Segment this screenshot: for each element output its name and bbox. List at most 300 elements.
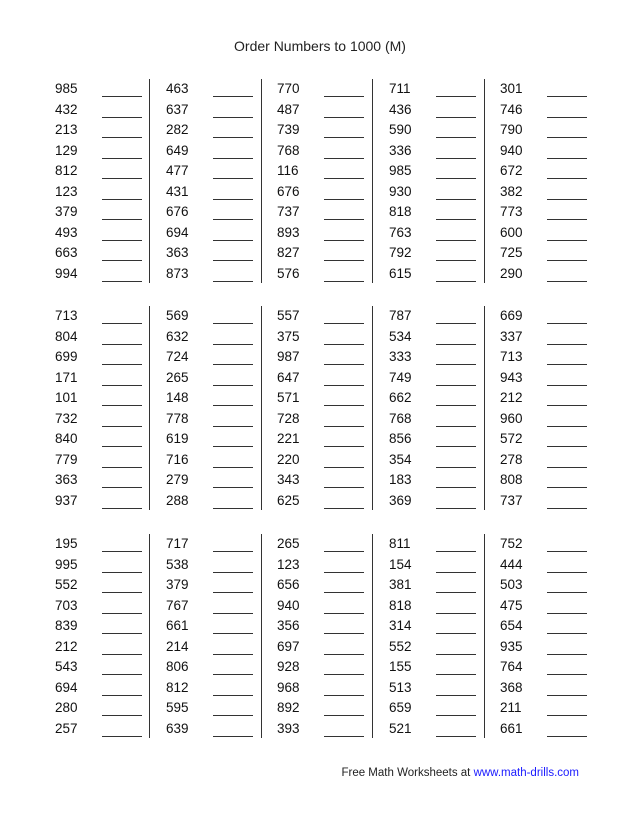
answer-blank[interactable] [102,323,142,324]
problem-row [166,161,266,182]
number-value: 381 [389,577,412,592]
answer-blank[interactable] [436,158,476,159]
answer-blank[interactable] [547,344,587,345]
answer-blank[interactable] [436,240,476,241]
number-value: 265 [166,369,189,385]
answer-blank[interactable] [436,551,476,552]
answer-blank[interactable] [436,715,476,716]
answer-blank[interactable] [324,592,364,593]
answer-blank[interactable] [436,426,476,427]
problem-row [277,306,377,327]
problem-row [389,657,489,678]
problem-row [55,243,155,264]
answer-blank[interactable] [213,96,253,97]
answer-blank[interactable] [213,385,253,386]
number-value: 806 [166,659,189,674]
problem-row [500,368,600,389]
problem-row [389,470,489,491]
problem-row [277,678,377,699]
answer-blank[interactable] [102,446,142,447]
answer-blank[interactable] [324,178,364,179]
problem-row [166,429,266,450]
answer-blank[interactable] [324,240,364,241]
number-value: 654 [500,618,523,633]
answer-blank[interactable] [213,613,253,614]
answer-blank[interactable] [547,178,587,179]
answer-blank[interactable] [102,715,142,716]
answer-blank[interactable] [436,219,476,220]
problem-column [55,534,155,739]
problem-row [500,534,600,555]
answer-blank[interactable] [547,405,587,406]
answer-blank[interactable] [436,467,476,468]
number-value: 770 [277,81,300,96]
answer-blank[interactable] [102,695,142,696]
answer-blank[interactable] [547,674,587,675]
problem-row [166,555,266,576]
number-value: 669 [500,308,523,323]
number-value: 811 [389,536,411,551]
answer-blank[interactable] [324,117,364,118]
answer-blank[interactable] [547,654,587,655]
number-value: 694 [55,679,78,695]
answer-blank[interactable] [324,695,364,696]
problem-row [55,491,155,512]
problem-row [389,678,489,699]
answer-blank[interactable] [213,364,253,365]
answer-blank[interactable] [324,158,364,159]
answer-blank[interactable] [102,487,142,488]
answer-blank[interactable] [547,715,587,716]
number-value: 171 [55,369,78,385]
answer-blank[interactable] [324,364,364,365]
answer-blank[interactable] [324,199,364,200]
answer-blank[interactable] [436,487,476,488]
problem-row [500,616,600,637]
problem-row [389,306,489,327]
answer-blank[interactable] [102,674,142,675]
answer-blank[interactable] [436,592,476,593]
answer-blank[interactable] [547,736,587,737]
answer-blank[interactable] [547,467,587,468]
problem-row [389,616,489,637]
problem-row [500,306,600,327]
answer-blank[interactable] [102,219,142,220]
answer-blank[interactable] [324,674,364,675]
answer-blank[interactable] [547,446,587,447]
answer-blank[interactable] [436,137,476,138]
number-value: 572 [500,431,523,446]
problem-row [277,596,377,617]
answer-blank[interactable] [213,344,253,345]
column-divider [484,534,485,738]
answer-blank[interactable] [102,508,142,509]
column-divider [261,306,262,510]
answer-blank[interactable] [324,487,364,488]
problem-column [277,79,377,284]
number-value: 987 [277,349,300,364]
answer-blank[interactable] [102,178,142,179]
problem-row [55,161,155,182]
answer-blank[interactable] [213,736,253,737]
answer-blank[interactable] [547,137,587,138]
page-title: Order Numbers to 1000 (M) [234,38,406,54]
answer-blank[interactable] [213,137,253,138]
problem-row [277,409,377,430]
answer-blank[interactable] [324,385,364,386]
answer-blank[interactable] [324,715,364,716]
answer-blank[interactable] [547,364,587,365]
problem-column [389,534,489,739]
answer-blank[interactable] [213,592,253,593]
answer-blank[interactable] [547,592,587,593]
number-value: 211 [500,700,522,715]
answer-blank[interactable] [102,137,142,138]
answer-blank[interactable] [547,260,587,261]
answer-blank[interactable] [436,260,476,261]
number-value: 595 [166,700,189,715]
column-divider [372,79,373,283]
answer-blank[interactable] [324,633,364,634]
number-value: 663 [55,245,78,260]
answer-blank[interactable] [102,364,142,365]
problem-row [500,596,600,617]
number-value: 994 [55,265,78,281]
number-value: 513 [389,679,412,695]
number-value: 792 [389,245,412,260]
answer-blank[interactable] [547,508,587,509]
answer-blank[interactable] [102,654,142,655]
answer-blank[interactable] [102,158,142,159]
problem-row [55,182,155,203]
number-value: 778 [166,410,189,426]
answer-blank[interactable] [547,281,587,282]
problem-row [55,347,155,368]
problem-row [500,409,600,430]
number-value: 787 [389,308,412,323]
number-value: 637 [166,101,189,117]
answer-blank[interactable] [102,281,142,282]
answer-blank[interactable] [102,736,142,737]
answer-blank[interactable] [213,467,253,468]
column-divider [484,306,485,510]
answer-blank[interactable] [213,281,253,282]
number-value: 475 [500,597,523,613]
problem-row [55,306,155,327]
problem-row [55,678,155,699]
answer-blank[interactable] [213,178,253,179]
answer-blank[interactable] [324,508,364,509]
number-value: 369 [389,492,412,508]
answer-blank[interactable] [324,736,364,737]
number-value: 725 [500,245,523,260]
answer-blank[interactable] [436,613,476,614]
problem-block [45,79,605,283]
problem-row [166,100,266,121]
problem-row [500,388,600,409]
problem-row [277,141,377,162]
number-value: 154 [389,556,412,572]
answer-blank[interactable] [102,426,142,427]
answer-blank[interactable] [213,695,253,696]
answer-blank[interactable] [213,715,253,716]
answer-blank[interactable] [436,364,476,365]
answer-blank[interactable] [213,240,253,241]
answer-blank[interactable] [102,551,142,552]
problem-row [55,327,155,348]
problem-block [45,306,605,510]
problem-row [277,182,377,203]
problem-row [277,575,377,596]
number-value: 195 [55,536,78,551]
problem-row [166,120,266,141]
answer-blank[interactable] [102,405,142,406]
answer-blank[interactable] [547,426,587,427]
number-value: 257 [55,720,78,736]
footer-link[interactable]: www.math-drills.com [473,767,579,779]
problem-column [389,79,489,284]
answer-blank[interactable] [324,551,364,552]
answer-blank[interactable] [213,654,253,655]
column-divider [372,306,373,510]
answer-blank[interactable] [436,508,476,509]
number-value: 220 [277,451,300,467]
answer-blank[interactable] [324,260,364,261]
problem-row [500,555,600,576]
number-value: 737 [500,492,523,508]
answer-blank[interactable] [436,633,476,634]
answer-blank[interactable] [324,219,364,220]
number-value: 632 [166,328,189,344]
answer-blank[interactable] [213,219,253,220]
answer-blank[interactable] [436,674,476,675]
problem-row [500,327,600,348]
problem-row [389,79,489,100]
number-value: 436 [389,101,412,117]
number-value: 212 [500,390,523,405]
answer-blank[interactable] [547,199,587,200]
number-value: 713 [500,349,523,364]
number-value: 752 [500,536,523,551]
number-value: 552 [389,638,412,654]
answer-blank[interactable] [436,405,476,406]
answer-blank[interactable] [102,572,142,573]
answer-blank[interactable] [213,487,253,488]
answer-blank[interactable] [324,467,364,468]
problem-row [500,202,600,223]
problem-row [277,223,377,244]
problem-row [277,202,377,223]
number-value: 661 [166,618,189,633]
answer-blank[interactable] [324,426,364,427]
number-value: 699 [55,349,78,364]
problem-row [55,202,155,223]
answer-blank[interactable] [547,633,587,634]
number-value: 995 [55,556,78,572]
number-value: 768 [277,142,300,158]
answer-blank[interactable] [102,613,142,614]
answer-blank[interactable] [213,572,253,573]
answer-blank[interactable] [213,117,253,118]
answer-blank[interactable] [547,572,587,573]
number-value: 393 [277,720,300,736]
answer-blank[interactable] [436,695,476,696]
number-value: 728 [277,410,300,426]
answer-blank[interactable] [102,199,142,200]
answer-blank[interactable] [547,117,587,118]
answer-blank[interactable] [102,467,142,468]
answer-blank[interactable] [213,446,253,447]
number-value: 278 [500,451,523,467]
number-value: 379 [55,204,78,219]
number-value: 368 [500,679,523,695]
number-value: 749 [389,369,412,385]
answer-blank[interactable] [547,385,587,386]
problem-row [166,491,266,512]
number-value: 697 [277,638,300,654]
number-value: 711 [389,81,411,96]
answer-blank[interactable] [213,323,253,324]
answer-blank[interactable] [436,654,476,655]
problem-row [277,161,377,182]
problem-row [500,470,600,491]
number-value: 538 [166,556,189,572]
answer-blank[interactable] [547,613,587,614]
answer-blank[interactable] [102,385,142,386]
answer-blank[interactable] [102,96,142,97]
problem-row [389,182,489,203]
problem-row [166,470,266,491]
answer-blank[interactable] [547,487,587,488]
number-value: 444 [500,556,523,572]
answer-blank[interactable] [324,323,364,324]
answer-blank[interactable] [324,96,364,97]
answer-blank[interactable] [102,344,142,345]
problem-row [389,264,489,285]
answer-blank[interactable] [324,654,364,655]
answer-blank[interactable] [324,281,364,282]
answer-blank[interactable] [324,405,364,406]
number-value: 129 [55,142,78,158]
number-value: 354 [389,451,412,467]
number-value: 892 [277,700,300,715]
number-value: 768 [389,410,412,426]
problem-row [389,223,489,244]
problem-row [55,120,155,141]
problem-row [55,388,155,409]
answer-blank[interactable] [436,199,476,200]
answer-blank[interactable] [436,178,476,179]
answer-blank[interactable] [213,508,253,509]
number-value: 767 [166,597,189,613]
problem-row [277,698,377,719]
number-value: 873 [166,265,189,281]
number-value: 123 [55,183,78,199]
answer-blank[interactable] [102,592,142,593]
problem-row [389,368,489,389]
problem-column [277,534,377,739]
problem-row [166,450,266,471]
answer-blank[interactable] [547,551,587,552]
answer-blank[interactable] [547,96,587,97]
problem-column [166,79,266,284]
answer-blank[interactable] [436,117,476,118]
answer-blank[interactable] [102,117,142,118]
answer-blank[interactable] [547,219,587,220]
number-value: 717 [166,536,189,551]
answer-blank[interactable] [547,695,587,696]
number-value: 213 [55,122,78,137]
problem-row [500,223,600,244]
number-value: 662 [389,390,412,405]
problem-row [277,616,377,637]
answer-blank[interactable] [436,323,476,324]
answer-blank[interactable] [436,281,476,282]
number-value: 333 [389,349,412,364]
answer-blank[interactable] [213,158,253,159]
answer-blank[interactable] [436,96,476,97]
answer-blank[interactable] [436,572,476,573]
answer-blank[interactable] [102,240,142,241]
number-value: 960 [500,410,523,426]
answer-blank[interactable] [213,426,253,427]
problem-row [500,264,600,285]
answer-blank[interactable] [324,572,364,573]
problem-row [55,223,155,244]
answer-blank[interactable] [213,551,253,552]
column-divider [261,534,262,738]
column-divider [149,306,150,510]
answer-blank[interactable] [213,199,253,200]
answer-blank[interactable] [324,613,364,614]
answer-blank[interactable] [102,260,142,261]
answer-blank[interactable] [213,633,253,634]
problem-row [166,388,266,409]
answer-blank[interactable] [547,158,587,159]
answer-blank[interactable] [324,446,364,447]
problem-row [166,243,266,264]
answer-blank[interactable] [324,344,364,345]
problem-row [500,637,600,658]
answer-blank[interactable] [213,674,253,675]
number-value: 569 [166,308,189,323]
answer-blank[interactable] [547,240,587,241]
problem-row [389,120,489,141]
answer-blank[interactable] [436,736,476,737]
number-value: 943 [500,369,523,385]
answer-blank[interactable] [213,405,253,406]
answer-blank[interactable] [102,633,142,634]
number-value: 763 [389,224,412,240]
problem-row [500,100,600,121]
number-value: 431 [166,183,189,199]
problem-row [389,719,489,740]
answer-blank[interactable] [213,260,253,261]
number-value: 521 [389,720,412,736]
problem-row [55,368,155,389]
number-value: 543 [55,659,78,674]
answer-blank[interactable] [436,446,476,447]
number-value: 676 [166,204,189,219]
problem-row [389,243,489,264]
number-value: 808 [500,472,523,487]
answer-blank[interactable] [436,385,476,386]
answer-blank[interactable] [324,137,364,138]
answer-blank[interactable] [436,344,476,345]
problem-row [166,616,266,637]
problem-row [277,534,377,555]
answer-blank[interactable] [547,323,587,324]
